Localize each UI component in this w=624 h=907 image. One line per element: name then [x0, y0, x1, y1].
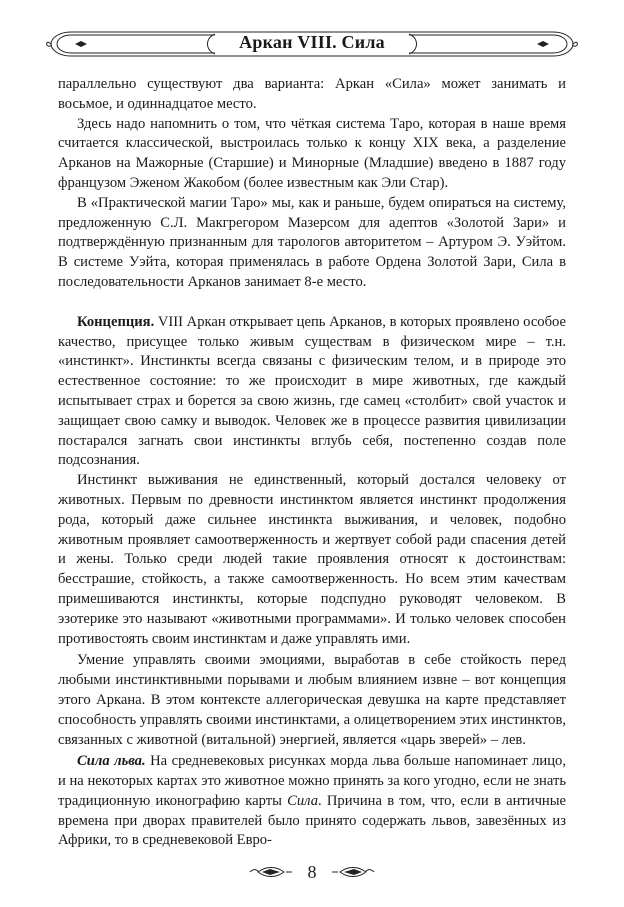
paragraph-text: На средневековых рисунках морда льва больше напоминает лицо, и на некоторых картах это животное можно принять за кого угодно, если не знать традиционную иконографию карты — [58, 753, 567, 809]
paragraph: В «Практической магии Таро» мы, как и раньше, будем опираться на систему, предложенную С.Л. Макгрегором Мазерсом для адептов «Золотой Зари» и подтверждённую признанным для тарологов авторитетом – Артуром Э. Уэйтом. В системе Уэйта, которая применялась в работе Ордена Золотой Зари, Сила в последовательности Арканов занимает 8-е место. — [58, 194, 566, 290]
page-number: 8 — [307, 862, 317, 882]
paragraph-concept — [58, 313, 566, 471]
running-header — [45, 26, 579, 60]
paragraph: параллельно существуют два варианта: Аркан «Сила» может занимать и восьмое, и одиннадцатое место. — [58, 76, 566, 112]
page-footer — [0, 858, 624, 888]
paragraph: Здесь надо напомнить о том, что чёткая система Таро, которая в наше время считается классической, выстроилась только к концу XIX века, а разделение Арканов на Мажорные (Старшие) и Минорные (Младшие) введено в 1887 году французом Эженом Жакобом (более известным как Эли Стар). — [58, 115, 566, 191]
paragraph-text: . Причина в том, что, если в античные времена при дворах правителей было принято содержать львов, завезённых из Африки, то в средневековой Евро- — [58, 792, 566, 849]
italic-term: Сила — [287, 792, 318, 809]
header-title: Аркан VIII. Сила — [239, 32, 385, 52]
page-body — [58, 75, 566, 851]
section-lead: Сила льва. — [77, 753, 146, 770]
paragraph: Умение управлять своими эмоциями, выработав в себе стойкость перед любыми инстинктивными порывами и любым влиянием извне – вот концепция этого Аркана. В этом контексте аллегорическая девушка на карте представляет способность управлять своими инстинктами, а олицетворением этих инстинктов, связанных с животной (витальной) энергией, является «царь зверей» – лев. — [58, 652, 566, 748]
paragraph-lion-strength — [58, 752, 566, 851]
paragraph: Инстинкт выживания не единственный, который достался человеку от животных. Первым по древности инстинктом является инстинкт продолжения рода, который даже сильнее инстинкта выживания, и человек, подобно животным проявляет самоотверженность и жертвует собой ради спасения детей и жены. Только среди людей такие проявления относят к достоинствам: бесстрашие, стойкость, а также самоотверженность. Но всем этим качествам примешиваются инстинкты, которые подспудно руководят человеком. В эзотерике это называют «животными программами». И только человек способен противостоять своим инстинктам и даже управлять ими. — [58, 472, 566, 647]
paragraph-text: VIII Аркан открывает цепь Арканов, в которых проявлено особое качество, присущее только живым существам в физическом мире – т.н. «инстинкт». Инстинкты всегда связаны с физическим телом, и в природе это естественное состояние: то же происходит в мире животных, где каждый испытывает страх и борется за свою жизнь, где самец «столбит» свой участок и защищает свою самку и выводок. Человек же в процессе развития цивилизации постарался загнать свои инстинкты вглубь себя, постепенно создав поле подсознания. — [58, 313, 566, 469]
section-lead: Концепция. — [77, 313, 155, 330]
